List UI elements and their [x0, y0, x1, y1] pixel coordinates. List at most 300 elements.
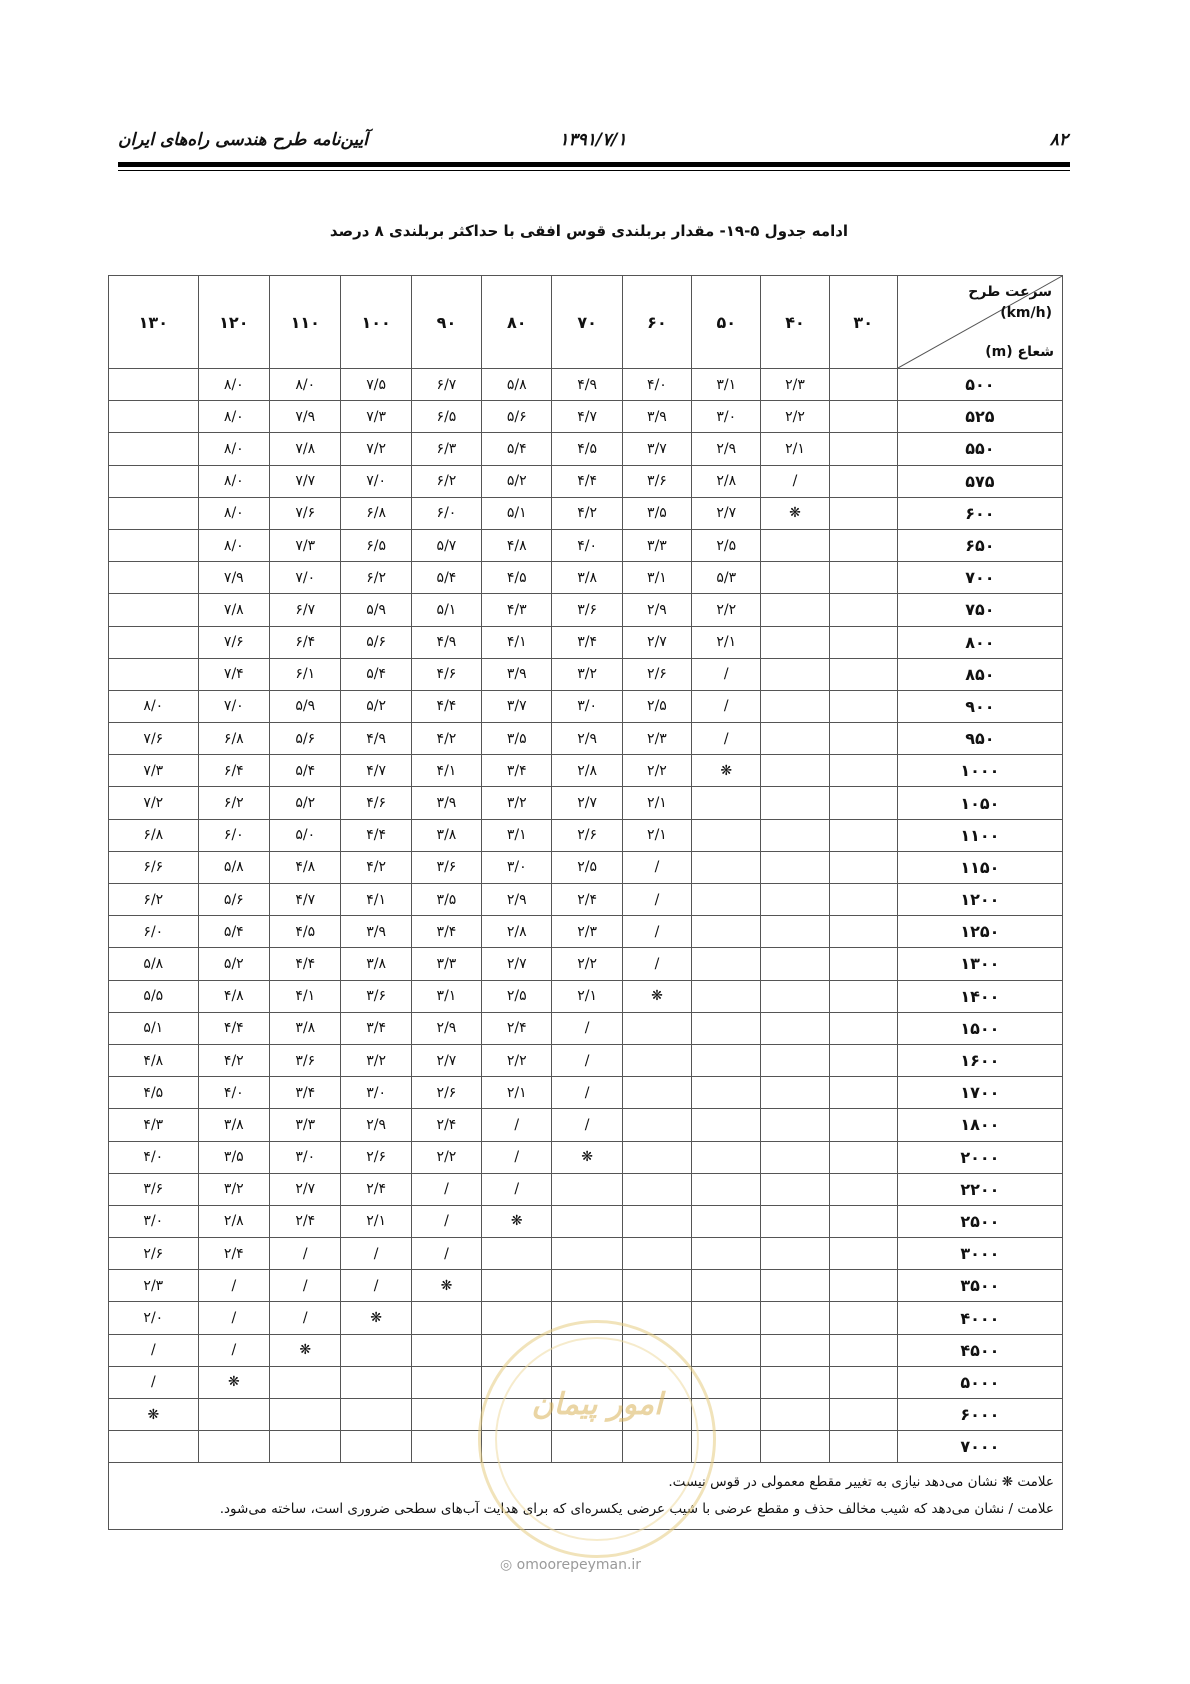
superelevation-cell — [198, 1431, 269, 1463]
superelevation-cell — [109, 497, 199, 529]
superelevation-cell — [692, 1044, 761, 1076]
superelevation-cell: ۳/۲ — [482, 787, 552, 819]
superelevation-cell — [622, 1141, 691, 1173]
superelevation-cell — [761, 723, 829, 755]
superelevation-cell: ۲/۲ — [411, 1141, 481, 1173]
superelevation-cell: ۶/۲ — [109, 884, 199, 916]
superelevation-cell: / — [622, 884, 691, 916]
speed-header-cell: ۳۰ — [829, 276, 897, 369]
superelevation-cell: ۵/۲ — [198, 948, 269, 980]
superelevation-cell: / — [552, 1044, 622, 1076]
superelevation-cell: ۴/۴ — [270, 948, 341, 980]
superelevation-cell: ۷/۵ — [341, 369, 411, 401]
superelevation-cell: ۵/۲ — [341, 690, 411, 722]
superelevation-cell — [341, 1399, 411, 1431]
superelevation-cell: ۵/۹ — [341, 594, 411, 626]
speed-header-cell: ۴۰ — [761, 276, 829, 369]
superelevation-cell: ۲/۸ — [482, 916, 552, 948]
superelevation-cell: ۴/۱ — [270, 980, 341, 1012]
superelevation-cell: / — [270, 1302, 341, 1334]
speed-axis-label — [968, 282, 1052, 324]
superelevation-cell: ۵/۰ — [270, 819, 341, 851]
superelevation-cell: ۴/۳ — [109, 1109, 199, 1141]
table-row — [109, 1238, 1063, 1270]
superelevation-cell — [109, 433, 199, 465]
superelevation-cell: ۴/۵ — [552, 433, 622, 465]
superelevation-cell: ۲/۵ — [482, 980, 552, 1012]
superelevation-cell: ❋ — [270, 1334, 341, 1366]
superelevation-cell — [761, 1334, 829, 1366]
superelevation-cell: ۴/۴ — [198, 1012, 269, 1044]
superelevation-cell: ❋ — [411, 1270, 481, 1302]
superelevation-cell — [761, 916, 829, 948]
superelevation-cell: / — [692, 690, 761, 722]
superelevation-cell: ۷/۲ — [341, 433, 411, 465]
radius-cell: ۵۰۰ — [897, 369, 1062, 401]
superelevation-cell: ۴/۴ — [411, 690, 481, 722]
superelevation-cell — [761, 1109, 829, 1141]
superelevation-cell: ۷/۳ — [270, 529, 341, 561]
superelevation-cell: / — [482, 1109, 552, 1141]
radius-cell: ۹۰۰ — [897, 690, 1062, 722]
superelevation-cell: ۳/۹ — [482, 658, 552, 690]
legend-note: علامت / نشان می‌دهد که شیب مخالف حذف و مقطع عرضی با شیب عرضی یکسره‌ای که برای هدایت آب‌های سطحی ضروری است، ساخته می‌شود. — [219, 1501, 1054, 1518]
radius-cell: ۲۰۰۰ — [897, 1141, 1062, 1173]
superelevation-cell — [829, 1238, 897, 1270]
superelevation-cell: / — [622, 948, 691, 980]
superelevation-cell: ۴/۷ — [552, 401, 622, 433]
superelevation-cell: ۵/۹ — [270, 690, 341, 722]
superelevation-cell: ۶/۳ — [411, 433, 481, 465]
superelevation-cell: / — [411, 1205, 481, 1237]
superelevation-cell: ۲/۴ — [482, 1012, 552, 1044]
superelevation-cell — [761, 626, 829, 658]
superelevation-cell — [761, 1270, 829, 1302]
superelevation-cell: ۴/۴ — [341, 819, 411, 851]
superelevation-cell: ۲/۵ — [692, 529, 761, 561]
superelevation-cell — [829, 690, 897, 722]
superelevation-cell: ۲/۴ — [341, 1173, 411, 1205]
radius-cell: ۱۱۵۰ — [897, 851, 1062, 883]
superelevation-cell: ۳/۶ — [411, 851, 481, 883]
speed-header-cell: ۱۳۰ — [109, 276, 199, 369]
superelevation-cell: ۲/۶ — [341, 1141, 411, 1173]
superelevation-cell: ۲/۶ — [411, 1077, 481, 1109]
superelevation-cell — [622, 1109, 691, 1141]
table-row — [109, 819, 1063, 851]
superelevation-cell: ۸/۰ — [198, 497, 269, 529]
radius-cell: ۱۷۰۰ — [897, 1077, 1062, 1109]
radius-cell: ۶۵۰ — [897, 529, 1062, 561]
superelevation-cell — [761, 851, 829, 883]
superelevation-cell: ۳/۱ — [622, 562, 691, 594]
superelevation-cell: ۷/۸ — [198, 594, 269, 626]
superelevation-cell: ۵/۴ — [482, 433, 552, 465]
superelevation-cell: ۵/۳ — [692, 562, 761, 594]
radius-cell: ۱۲۰۰ — [897, 884, 1062, 916]
superelevation-cell: ۲/۷ — [482, 948, 552, 980]
superelevation-cell — [270, 1366, 341, 1398]
superelevation-cell — [761, 1012, 829, 1044]
superelevation-cell: ۶/۵ — [411, 401, 481, 433]
superelevation-cell — [761, 1366, 829, 1398]
superelevation-cell: ۴/۵ — [109, 1077, 199, 1109]
superelevation-cell: ۲/۱ — [622, 787, 691, 819]
site-footer — [500, 1557, 641, 1573]
table-row — [109, 401, 1063, 433]
superelevation-cell: ۳/۵ — [411, 884, 481, 916]
superelevation-cell: ۲/۳ — [552, 916, 622, 948]
superelevation-cell: / — [109, 1334, 199, 1366]
superelevation-cell — [109, 529, 199, 561]
superelevation-cell — [198, 1399, 269, 1431]
superelevation-cell — [692, 1270, 761, 1302]
superelevation-cell: ۴/۱ — [482, 626, 552, 658]
superelevation-cell — [829, 497, 897, 529]
superelevation-cell — [109, 658, 199, 690]
radius-cell: ۱۲۵۰ — [897, 916, 1062, 948]
superelevation-cell: ۴/۸ — [482, 529, 552, 561]
superelevation-cell — [829, 1270, 897, 1302]
table-row — [109, 658, 1063, 690]
superelevation-cell — [622, 1077, 691, 1109]
superelevation-cell — [829, 1302, 897, 1334]
superelevation-cell — [109, 562, 199, 594]
superelevation-cell: ۳/۸ — [411, 819, 481, 851]
superelevation-cell: / — [552, 1012, 622, 1044]
radius-cell: ۵۲۵ — [897, 401, 1062, 433]
superelevation-cell: ۲/۸ — [198, 1205, 269, 1237]
running-title: آیین‌نامه طرح هندسی راه‌های ایران — [118, 130, 368, 150]
table-row — [109, 594, 1063, 626]
superelevation-cell: ۵/۶ — [482, 401, 552, 433]
superelevation-cell: ۷/۲ — [109, 787, 199, 819]
superelevation-cell: ۵/۴ — [341, 658, 411, 690]
superelevation-cell: / — [622, 851, 691, 883]
superelevation-cell — [829, 658, 897, 690]
superelevation-cell: ۲/۷ — [411, 1044, 481, 1076]
radius-cell: ۱۰۵۰ — [897, 787, 1062, 819]
superelevation-cell: ۴/۳ — [482, 594, 552, 626]
superelevation-cell — [622, 1238, 691, 1270]
superelevation-cell: / — [341, 1270, 411, 1302]
superelevation-cell — [109, 401, 199, 433]
header-corner-cell — [897, 276, 1062, 369]
superelevation-cell — [411, 1366, 481, 1398]
superelevation-cell — [692, 787, 761, 819]
superelevation-cell — [109, 1431, 199, 1463]
superelevation-cell — [829, 723, 897, 755]
superelevation-cell — [829, 819, 897, 851]
superelevation-cell: ۳/۹ — [622, 401, 691, 433]
superelevation-cell: ۲/۲ — [761, 401, 829, 433]
radius-cell: ۸۵۰ — [897, 658, 1062, 690]
superelevation-cell: ۲/۷ — [552, 787, 622, 819]
watermark-seal — [478, 1320, 716, 1558]
table-row — [109, 1270, 1063, 1302]
superelevation-cell — [692, 1141, 761, 1173]
superelevation-cell — [761, 1431, 829, 1463]
superelevation-cell: ۴/۰ — [109, 1141, 199, 1173]
superelevation-cell: / — [411, 1238, 481, 1270]
superelevation-cell — [411, 1334, 481, 1366]
superelevation-cell: ۶/۱ — [270, 658, 341, 690]
superelevation-cell — [829, 1141, 897, 1173]
superelevation-cell — [761, 884, 829, 916]
superelevation-cell: ۶/۷ — [411, 369, 481, 401]
superelevation-cell — [270, 1399, 341, 1431]
superelevation-cell: ۵/۵ — [109, 980, 199, 1012]
superelevation-cell: ۳/۸ — [341, 948, 411, 980]
radius-cell: ۵۷۵ — [897, 465, 1062, 497]
page-number: ۸۲ — [1049, 130, 1068, 150]
radius-cell: ۸۰۰ — [897, 626, 1062, 658]
superelevation-cell: ۶/۸ — [341, 497, 411, 529]
superelevation-cell: ۶/۸ — [198, 723, 269, 755]
superelevation-cell — [622, 1012, 691, 1044]
table-row — [109, 1173, 1063, 1205]
radius-cell: ۱۵۰۰ — [897, 1012, 1062, 1044]
superelevation-cell — [761, 529, 829, 561]
superelevation-cell — [109, 626, 199, 658]
superelevation-cell: ۲/۵ — [552, 851, 622, 883]
radius-cell: ۳۰۰۰ — [897, 1238, 1062, 1270]
superelevation-cell — [692, 851, 761, 883]
superelevation-cell — [552, 1238, 622, 1270]
superelevation-cell: ۲/۸ — [552, 755, 622, 787]
superelevation-cell: ۸/۰ — [198, 433, 269, 465]
superelevation-cell: ۲/۱ — [761, 433, 829, 465]
table-row — [109, 465, 1063, 497]
superelevation-cell: ۴/۱ — [341, 884, 411, 916]
superelevation-cell: ۳/۶ — [270, 1044, 341, 1076]
superelevation-cell: ۲/۱ — [552, 980, 622, 1012]
superelevation-cell: / — [109, 1366, 199, 1398]
superelevation-cell: ۳/۸ — [270, 1012, 341, 1044]
superelevation-cell: ۳/۹ — [411, 787, 481, 819]
superelevation-cell: ۲/۵ — [622, 690, 691, 722]
superelevation-cell — [829, 1205, 897, 1237]
superelevation-cell — [692, 1205, 761, 1237]
superelevation-cell — [761, 1077, 829, 1109]
superelevation-cell: ۷/۶ — [198, 626, 269, 658]
superelevation-cell: / — [482, 1173, 552, 1205]
superelevation-cell — [270, 1431, 341, 1463]
superelevation-cell: ۳/۰ — [341, 1077, 411, 1109]
superelevation-cell — [341, 1431, 411, 1463]
table-row — [109, 755, 1063, 787]
superelevation-cell — [829, 1109, 897, 1141]
superelevation-cell: ۷/۹ — [198, 562, 269, 594]
superelevation-cell: ۶/۷ — [270, 594, 341, 626]
superelevation-cell — [692, 1173, 761, 1205]
superelevation-cell: ۵/۷ — [411, 529, 481, 561]
superelevation-cell: ۲/۹ — [482, 884, 552, 916]
superelevation-cell: ۳/۶ — [622, 465, 691, 497]
superelevation-cell: ۵/۱ — [411, 594, 481, 626]
superelevation-cell — [622, 1044, 691, 1076]
superelevation-cell: ۳/۱ — [692, 369, 761, 401]
table-row — [109, 1044, 1063, 1076]
superelevation-cell: / — [692, 658, 761, 690]
superelevation-cell — [692, 1238, 761, 1270]
superelevation-cell: ۸/۰ — [198, 529, 269, 561]
superelevation-cell: ۵/۸ — [198, 851, 269, 883]
radius-cell: ۷۰۰ — [897, 562, 1062, 594]
table-row — [109, 369, 1063, 401]
radius-cell: ۱۸۰۰ — [897, 1109, 1062, 1141]
superelevation-cell: ۲/۳ — [622, 723, 691, 755]
superelevation-cell: ۴/۹ — [341, 723, 411, 755]
header-date: ۱۳۹۱/۷/۱ — [559, 130, 627, 150]
superelevation-cell: ۷/۳ — [109, 755, 199, 787]
table-row — [109, 1077, 1063, 1109]
superelevation-cell — [482, 1270, 552, 1302]
footer-site-icon: ◎ — [500, 1557, 513, 1573]
superelevation-cell: ۴/۸ — [270, 851, 341, 883]
radius-cell: ۱۱۰۰ — [897, 819, 1062, 851]
superelevation-cell: ۲/۴ — [198, 1238, 269, 1270]
superelevation-cell — [761, 1238, 829, 1270]
superelevation-cell: ۲/۶ — [109, 1238, 199, 1270]
superelevation-cell: ۸/۰ — [270, 369, 341, 401]
superelevation-cell: ۵/۸ — [482, 369, 552, 401]
superelevation-cell: ۷/۸ — [270, 433, 341, 465]
superelevation-cell: ۵/۲ — [270, 787, 341, 819]
superelevation-cell: ۷/۰ — [270, 562, 341, 594]
superelevation-cell: ❋ — [198, 1366, 269, 1398]
superelevation-cell: ۵/۱ — [482, 497, 552, 529]
superelevation-cell: ۳/۴ — [341, 1012, 411, 1044]
superelevation-cell: ۳/۶ — [341, 980, 411, 1012]
table-row — [109, 980, 1063, 1012]
superelevation-cell — [829, 980, 897, 1012]
superelevation-cell: ۴/۵ — [482, 562, 552, 594]
superelevation-cell — [761, 1302, 829, 1334]
superelevation-cell — [829, 1012, 897, 1044]
superelevation-cell: ۲/۹ — [552, 723, 622, 755]
superelevation-cell — [109, 594, 199, 626]
superelevation-cell — [692, 1012, 761, 1044]
superelevation-cell: ۳/۵ — [622, 497, 691, 529]
superelevation-cell: ۳/۳ — [622, 529, 691, 561]
superelevation-cell: ❋ — [552, 1141, 622, 1173]
superelevation-cell: ۲/۶ — [552, 819, 622, 851]
radius-cell: ۵۵۰ — [897, 433, 1062, 465]
superelevation-cell: ۲/۰ — [109, 1302, 199, 1334]
superelevation-cell: ۳/۶ — [552, 594, 622, 626]
table-row — [109, 787, 1063, 819]
superelevation-cell: ❋ — [482, 1205, 552, 1237]
superelevation-cell: ❋ — [761, 497, 829, 529]
superelevation-cell: ۲/۷ — [270, 1173, 341, 1205]
superelevation-cell: ۴/۵ — [270, 916, 341, 948]
superelevation-cell — [829, 433, 897, 465]
superelevation-cell — [692, 1109, 761, 1141]
superelevation-cell: ۸/۰ — [198, 369, 269, 401]
superelevation-cell: ۷/۳ — [341, 401, 411, 433]
superelevation-cell: ۳/۰ — [270, 1141, 341, 1173]
watermark-text: امور پیمان — [531, 1387, 663, 1422]
speed-header-cell: ۱۱۰ — [270, 276, 341, 369]
superelevation-cell: ۲/۳ — [761, 369, 829, 401]
table-row — [109, 433, 1063, 465]
superelevation-cell — [552, 1205, 622, 1237]
superelevation-cell: ۵/۴ — [198, 916, 269, 948]
superelevation-cell: ۶/۲ — [341, 562, 411, 594]
superelevation-cell — [829, 401, 897, 433]
superelevation-cell — [829, 562, 897, 594]
superelevation-cell: ۳/۱ — [482, 819, 552, 851]
superelevation-cell — [761, 948, 829, 980]
superelevation-cell: ۳/۶ — [109, 1173, 199, 1205]
superelevation-cell: ۲/۲ — [552, 948, 622, 980]
superelevation-cell: ۴/۷ — [341, 755, 411, 787]
table-caption: ادامه جدول ۵-۱۹- مقدار بربلندی قوس افقی با حداکثر بربلندی ۸ درصد — [329, 222, 849, 240]
superelevation-cell — [829, 787, 897, 819]
superelevation-cell — [692, 1077, 761, 1109]
superelevation-cell — [761, 755, 829, 787]
superelevation-cell — [109, 465, 199, 497]
superelevation-cell: ۴/۱ — [411, 755, 481, 787]
superelevation-cell: ❋ — [692, 755, 761, 787]
superelevation-cell — [482, 1238, 552, 1270]
table-row — [109, 529, 1063, 561]
superelevation-cell: ۵/۴ — [411, 562, 481, 594]
table-row — [109, 1012, 1063, 1044]
superelevation-cell — [829, 1044, 897, 1076]
table-row — [109, 948, 1063, 980]
superelevation-cell: ۶/۴ — [270, 626, 341, 658]
superelevation-cell: ۴/۹ — [552, 369, 622, 401]
table-row — [109, 562, 1063, 594]
radius-cell: ۲۵۰۰ — [897, 1205, 1062, 1237]
superelevation-cell — [692, 980, 761, 1012]
superelevation-cell: ۶/۶ — [109, 851, 199, 883]
superelevation-cell — [829, 1366, 897, 1398]
table-row — [109, 884, 1063, 916]
superelevation-cell: ۷/۶ — [109, 723, 199, 755]
superelevation-cell: ۲/۶ — [622, 658, 691, 690]
superelevation-cell: ۵/۶ — [341, 626, 411, 658]
superelevation-cell — [761, 980, 829, 1012]
superelevation-cell: ۶/۰ — [411, 497, 481, 529]
superelevation-cell: ۳/۵ — [482, 723, 552, 755]
superelevation-cell: ۸/۰ — [198, 465, 269, 497]
superelevation-cell: ۷/۰ — [341, 465, 411, 497]
superelevation-cell — [829, 755, 897, 787]
superelevation-cell: ۷/۷ — [270, 465, 341, 497]
superelevation-cell: ۶/۰ — [109, 916, 199, 948]
header-rule-thick — [118, 162, 1070, 167]
superelevation-cell — [552, 1270, 622, 1302]
superelevation-cell: ۲/۹ — [411, 1012, 481, 1044]
superelevation-cell: ۸/۰ — [198, 401, 269, 433]
superelevation-cell: / — [552, 1077, 622, 1109]
superelevation-cell: ۶/۲ — [411, 465, 481, 497]
radius-cell: ۱۶۰۰ — [897, 1044, 1062, 1076]
superelevation-cell: ۲/۲ — [692, 594, 761, 626]
superelevation-cell: ۵/۱ — [109, 1012, 199, 1044]
superelevation-cell — [692, 819, 761, 851]
superelevation-cell: / — [411, 1173, 481, 1205]
superelevation-cell: / — [270, 1270, 341, 1302]
table-row — [109, 916, 1063, 948]
superelevation-cell: / — [198, 1302, 269, 1334]
table-row — [109, 851, 1063, 883]
superelevation-cell: ۶/۸ — [109, 819, 199, 851]
table-row — [109, 1205, 1063, 1237]
